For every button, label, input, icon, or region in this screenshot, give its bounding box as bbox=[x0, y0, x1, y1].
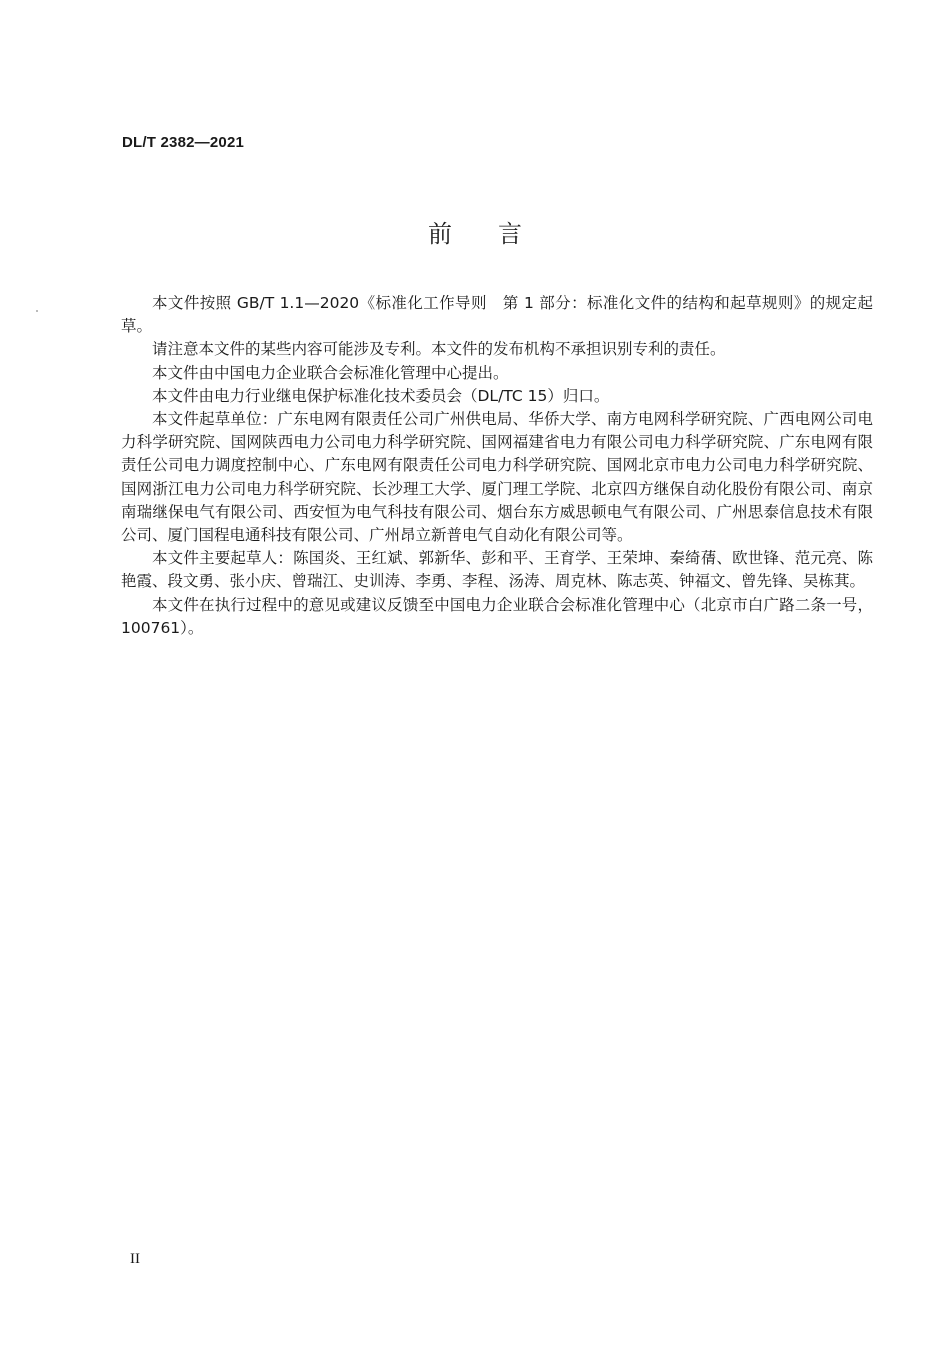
paragraph-technical-committee: 本文件由电力行业继电保护标准化技术委员会（DL/TC 15）归口。 bbox=[152, 386, 610, 405]
page-title bbox=[0, 214, 950, 249]
document-code: DL/T 2382—2021 bbox=[122, 134, 245, 151]
paragraph-drafting-units: 本文件起草单位：广东电网有限责任公司广州供电局、华侨大学、南方电网科学研究院、广西电网公司电力科学研究院、国网陕西电力公司电力科学研究院、国网福建省电力有限公司电力科学研究院、广东电网有限责任公司电力调度控制中心、广东电网有限责任公司电力科学研究院、国网北京市电力公司电力科学研究院、国网浙江电力公司电力科学研究院、长沙理工大学、厦门理工学院、北京四方继保自动化股份有限公司、南京南瑞继保电气有限公司、西安恒为电气科技有限公司、烟台东方威思顿电气有限公司、广州思泰信息技术有限公司、厦门国程电通科技有限公司、广州昂立新普电气自动化有限公司等。 bbox=[121, 410, 873, 545]
scan-mark bbox=[36, 310, 38, 312]
paragraph-proposer: 本文件由中国电力企业联合会标准化管理中心提出。 bbox=[152, 363, 509, 382]
paragraph-drafting-rules: 本文件按照 GB/T 1.1—2020《标准化工作导则 第 1 部分：标准化文件的结构和起草规则》的规定起草。 bbox=[121, 294, 873, 336]
preface-body bbox=[121, 292, 873, 640]
page-number: II bbox=[130, 1251, 140, 1267]
title-char-1: 前 bbox=[428, 220, 452, 248]
paragraph-main-drafters: 本文件主要起草人：陈国炎、王红斌、郭新华、彭和平、王育学、王荣坤、秦绮蒨、欧世锋、范元亮、陈艳霞、段文勇、张小庆、曾瑞江、史训涛、李勇、李程、汤涛、周克林、陈志英、钟福文、曾先锋、吴栋萁。 bbox=[121, 549, 873, 591]
title-char-2: 言 bbox=[498, 220, 522, 248]
paragraph-feedback: 本文件在执行过程中的意见或建议反馈至中国电力企业联合会标准化管理中心（北京市白广路二条一号，100761）。 bbox=[121, 595, 873, 637]
paragraph-patent-notice: 请注意本文件的某些内容可能涉及专利。本文件的发布机构不承担识别专利的责任。 bbox=[152, 340, 726, 359]
